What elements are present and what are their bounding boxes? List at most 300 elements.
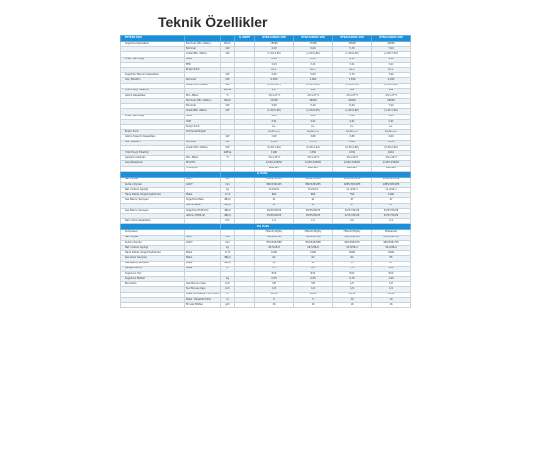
table-cell: Enerji Sınıfı [185, 67, 221, 72]
table-cell: Maks. Yükseklik Farkı [185, 297, 221, 302]
table-cell: dB(A) [221, 198, 235, 203]
table-cell: 3/8 [294, 282, 333, 287]
table-cell: 147 [255, 88, 294, 93]
table-cell: 880/345/265 [294, 182, 333, 187]
table-cell: 0,55 [294, 277, 333, 282]
table-cell: 4,00 [294, 114, 333, 119]
table-cell: 1/4 [255, 287, 294, 292]
table-cell: 25/10 [333, 292, 372, 297]
table-cell: 1085/395/285 [333, 182, 372, 187]
table-cell: 4,00 [372, 114, 411, 119]
table-cell: kW [221, 145, 235, 150]
table-cell: g/m [221, 303, 235, 308]
table-cell: R32 [294, 271, 333, 276]
table-cell: Borulama [121, 282, 185, 287]
table-cell: mm [221, 177, 235, 182]
table-cell: 26,5/28,8 [255, 245, 294, 250]
table-cell: 6,10 [294, 57, 333, 62]
table-cell: 2,180 [372, 78, 411, 83]
table-cell: Fonksiyon [185, 166, 221, 171]
table-cell: dB(A) [221, 203, 235, 208]
table-cell: Ph/V/Hz [185, 161, 221, 166]
table-cell: 6,10 [372, 57, 411, 62]
table-cell: SCOP [185, 114, 221, 119]
table-cell: 3,51 [255, 119, 294, 124]
table-cell: 3,41 [333, 119, 372, 124]
table-cell: -15/+24°C [255, 156, 294, 161]
table-cell: Nominal [185, 104, 221, 109]
table-cell: 26,5/28,8 [294, 245, 333, 250]
table-cell: 965/395/755 [372, 240, 411, 245]
table-cell: Enerji Sınıfı [121, 130, 185, 135]
table-cell: 2100 [255, 251, 294, 256]
table-cell: Hitachi/Highly [294, 230, 333, 235]
table-cell: 1,2 [255, 219, 294, 224]
table-cell: 1200 [372, 193, 411, 198]
table-cell: EER [185, 62, 221, 67]
table-cell: 5,20 [294, 104, 333, 109]
page-title: Teknik Özellikler [158, 14, 268, 30]
table-cell: 3,41 [294, 119, 333, 124]
table-cell: Net / Kutulu Ağırlığı [121, 245, 185, 250]
table-cell: 3,80 [333, 135, 372, 140]
table-cell: kW [221, 109, 235, 114]
table-cell: 5 [294, 297, 333, 302]
table-cell: (0,30-2,60) [333, 145, 372, 150]
table-cell: (1,30-5,60) [294, 52, 333, 57]
table-cell: Soğutucu Tipi [121, 271, 185, 276]
table-cell: 2,100 [372, 140, 411, 145]
table-cell: Net Ölçüler [121, 235, 185, 240]
table-cell: 870/320/588 [294, 240, 333, 245]
table-cell: G/D/Y [185, 177, 221, 182]
table-cell: 25/10 [372, 292, 411, 297]
table-cell: G/D/Y [185, 235, 221, 240]
section-title: Dış Ünite [221, 224, 411, 230]
table-cell: Nominal [185, 78, 221, 83]
table-cell: Soğutma Kapasitesi [121, 42, 185, 47]
table-cell: 1/2 [372, 282, 411, 287]
table-cell: 3,21 [294, 62, 333, 67]
table-cell: A++ [372, 67, 411, 72]
table-cell: 1/220-240/50 [333, 161, 372, 166]
table-cell: dB(A) [221, 261, 235, 266]
table-cell: -15/+27°C [333, 93, 372, 98]
table-cell: Hava Debisi (Soğutma/Isıtma) [121, 193, 185, 198]
table-cell: m [221, 292, 235, 297]
table-cell: Maks. [185, 251, 221, 256]
table-cell: Min.-Maks. [185, 93, 221, 98]
table-cell: 0,55 [255, 277, 294, 282]
table-cell: 750 [333, 193, 372, 198]
table-cell: Aralık(Min.-Maks) [185, 109, 221, 114]
table-cell: R32 [255, 271, 294, 276]
table-cell: 1330 [294, 150, 333, 155]
table-cell: Enerji Verimliliği [121, 114, 185, 119]
table-cell: 282 [372, 88, 411, 93]
table-cell: 65 [372, 256, 411, 261]
table-cell: Nominal (Min.-Maks.) [185, 99, 221, 104]
table-cell: -15/+24°C [294, 156, 333, 161]
table-cell: 42,0/46,0 [372, 245, 411, 250]
table-cell: Btu/h [221, 99, 235, 104]
table-cell: 780/245/540 [255, 235, 294, 240]
table-cell: 42/37/32/29 [333, 208, 372, 213]
table-cell: 284 [333, 88, 372, 93]
table-cell: Ses Basınç Seviyesi [121, 261, 185, 266]
table-cell: dB(A) [221, 256, 235, 261]
table-cell: Hitachi/Highly [333, 230, 372, 235]
table-cell: 3,21 [372, 62, 411, 67]
table-cell: 1/4 [333, 287, 372, 292]
table-cell: kWh/a [221, 150, 235, 155]
table-cell: EPYLEO PRO [121, 36, 185, 42]
table-cell: 3,80 [294, 135, 333, 140]
table-cell: -15/+24°C [372, 156, 411, 161]
table-cell: 1,590 [333, 78, 372, 83]
table-cell: R32 [333, 271, 372, 276]
table-cell: 1,062 [294, 78, 333, 83]
table-cell: Güç Beslemesi [121, 161, 185, 166]
table-cell: Kutulu Ölçüler [121, 182, 185, 187]
table-cell: 10,2 [372, 266, 411, 271]
table-cell: G/D/Y [185, 240, 221, 245]
table-cell: 39/35/29/23 [255, 214, 294, 219]
table-cell: 8,4/10,6 [294, 188, 333, 193]
table-cell: 1038/325/219 [372, 177, 411, 182]
table-cell: 1,820 [333, 140, 372, 145]
table-cell: RTSA231DPA V08 [372, 36, 411, 42]
table-cell: 8,4/10,6 [255, 188, 294, 193]
table-cell: standart [255, 166, 294, 171]
table-cell: 2100 [294, 251, 333, 256]
table-cell: kW [221, 83, 235, 88]
table-cell: 47 [372, 198, 411, 203]
table-cell: 2,4 [372, 219, 411, 224]
table-cell: Mitsubishi [372, 230, 411, 235]
table-cell: standart [333, 166, 372, 171]
table-cell: mm [221, 182, 235, 187]
table-cell: A+/A+++ [294, 130, 333, 135]
table-cell: Aralık(Min.-Maks) [185, 52, 221, 57]
table-cell: inch [221, 287, 235, 292]
table-cell: Isıtma Maks. [185, 203, 221, 208]
table-row [121, 303, 411, 308]
table-cell: 2500 [372, 251, 411, 256]
table-cell: RTSA191DPA V08 [294, 36, 333, 42]
spec-table [120, 35, 411, 308]
table-cell: 6,10 [333, 57, 372, 62]
table-cell: 4,50 [255, 104, 294, 109]
table-cell: 1,200 [255, 140, 294, 145]
table-cell: Net / Kutulu Ağırlığı [121, 188, 185, 193]
table-cell: 780/245/540 [294, 235, 333, 240]
table-cell: 39/35/29/23 [294, 214, 333, 219]
table-cell: Aralık (Min.-Maks.) [185, 145, 221, 150]
table-cell: 39/35/29/23 [255, 208, 294, 213]
table-cell: °C [221, 156, 235, 161]
table-cell: Maks. [185, 266, 221, 271]
table-cell: 1,370 [294, 140, 333, 145]
table-cell: 3,41 [372, 119, 411, 124]
table-cell: kW [221, 78, 235, 83]
table-cell: 1085/395/285 [372, 182, 411, 187]
table-cell: A [221, 266, 235, 271]
table-cell: RTSA211DPA V08 [333, 36, 372, 42]
table-cell: Ses Gücü Seviyesi [121, 256, 185, 261]
table-cell: kW [221, 140, 235, 145]
table-cell: 42/37/32/29 [333, 214, 372, 219]
table-cell: 3,40 [255, 135, 294, 140]
table-cell: 3,21 [333, 62, 372, 67]
table-cell: (1,30-4,60) [255, 52, 294, 57]
table-cell: 1610 [372, 150, 411, 155]
table-cell: A+ [372, 125, 411, 130]
table-cell: inch [221, 282, 235, 287]
table-cell: 10 [333, 297, 372, 302]
table-cell: 880/345/265 [255, 182, 294, 187]
table-cell: m³/h [221, 193, 235, 198]
table-cell: Yıllık Enerji Tüketimi [121, 88, 185, 93]
table-cell: 62 [255, 256, 294, 261]
table-cell: 2500 [333, 251, 372, 256]
table-cell: 39/35/29/23 [294, 208, 333, 213]
table-cell: SEER [185, 57, 221, 62]
table-cell: 20/10 [294, 292, 333, 297]
table-cell: kW [221, 47, 235, 52]
table-cell: Isıtma Tasarım Kapasitesi [121, 135, 185, 140]
table-cell: °C [221, 93, 235, 98]
table-cell: mm [221, 240, 235, 245]
table-cell: 19500 [333, 42, 372, 47]
table-cell: Ort./Sıcak/Soğuk [185, 130, 221, 135]
table-cell: A+/A+++ [372, 130, 411, 135]
table-cell: 43/37/33/29 [372, 208, 411, 213]
table-cell: (0,30-1,92) [294, 83, 333, 88]
table-cell: Hava Debisi (Soğutma/Isıtma) [121, 251, 185, 256]
table-cell: Maks. [185, 261, 221, 266]
table-cell: 41 [255, 203, 294, 208]
table-cell: 6,2 [294, 266, 333, 271]
table-cell: 52 [255, 261, 294, 266]
table-cell: 10 [372, 297, 411, 302]
table-cell: 4,00 [255, 114, 294, 119]
table-cell: 4,20 [255, 73, 294, 78]
table-cell: Güç Tüketimi [121, 78, 185, 83]
table-cell: 7,20 [372, 104, 411, 109]
table-cell: 3/8 [255, 282, 294, 287]
table-cell: 870/320/588 [255, 240, 294, 245]
table-cell: kW [221, 73, 235, 78]
table-cell: Soğutucu Miktarı [121, 277, 185, 282]
table-cell: Hitachi/Highly [255, 230, 294, 235]
table-cell: Yıllık Enerji Tüketimi [121, 150, 185, 155]
table-cell: 1,5 [294, 219, 333, 224]
table-cell: 20/10 [255, 292, 294, 297]
table-cell: dB(A) [221, 208, 235, 213]
table-cell: A++ [333, 67, 372, 72]
table-cell: Kompresör [121, 230, 185, 235]
table-cell: 16 [294, 303, 333, 308]
table-cell: 18000 [294, 99, 333, 104]
table-cell: 43/37/33/29 [372, 214, 411, 219]
table-cell: 1/220-240/50 [255, 161, 294, 166]
table-cell: R32 [372, 271, 411, 276]
table-cell: (0,30-1,90) [255, 145, 294, 150]
table-cell: A+ [294, 125, 333, 130]
table-cell: Nominal [185, 47, 221, 52]
table-cell: 17000 [255, 99, 294, 104]
table-cell: 3,23 [255, 62, 294, 67]
table-cell: A+ [255, 125, 294, 130]
table-cell: Isıtma Kapasitesi [121, 93, 185, 98]
table-cell: kW [221, 135, 235, 140]
table-cell: 7,00 [372, 73, 411, 78]
table-cell: Btu/h [221, 42, 235, 47]
table-cell: 41 [255, 198, 294, 203]
table-cell: 55 [333, 261, 372, 266]
table-cell: A+/A+++ [255, 130, 294, 135]
table-cell: 4,60 [372, 135, 411, 140]
table-cell: 6,10 [255, 57, 294, 62]
table-cell: 7,00 [372, 47, 411, 52]
table-cell: 11,4/14,1 [372, 188, 411, 193]
table-cell: Ses Basınç Seviyesi [121, 208, 185, 213]
table-cell: RTSA170DPA V08 [255, 36, 294, 42]
table-cell [121, 303, 185, 308]
table-cell: Iç ÜNITE [235, 36, 255, 42]
table-cell: Nominal [185, 140, 221, 145]
table-cell: 16 [372, 303, 411, 308]
table-cell: 7,9 [333, 266, 372, 271]
table-cell: -15/+27°C [255, 93, 294, 98]
table-cell: -15/+27°C [372, 93, 411, 98]
table-cell: Nem Alma Kapasitesi [121, 219, 185, 224]
table-cell: 5 [255, 297, 294, 302]
table-cell: 836/275/209 [294, 177, 333, 182]
table-cell: Çalışma Akımı [121, 266, 185, 271]
table-cell: A+/A+++ [333, 130, 372, 135]
table-cell: Soğutma (H/M/L/S) [185, 208, 221, 213]
table-cell: 5,00 [294, 73, 333, 78]
table-cell: (0,30-2,80) [372, 83, 411, 88]
section-title: Iç Ünite [221, 171, 411, 177]
table-cell: Soğutma Tasarım Kapasitesi [121, 73, 185, 78]
table-cell: Isıtma (H/M/L/S) [185, 214, 221, 219]
table-cell: 5,7 [255, 266, 294, 271]
table-cell: 11,4/14,1 [333, 188, 372, 193]
table-cell: Maks. [185, 193, 221, 198]
table-cell: G/D/Y [185, 182, 221, 187]
table-cell: dB(A) [221, 214, 235, 219]
table-cell: 47 [333, 203, 372, 208]
table-cell: standart [372, 166, 411, 171]
table-cell: 16 [333, 303, 372, 308]
table-cell: 47 [372, 203, 411, 208]
table-cell: 2,0 [333, 219, 372, 224]
table-cell: Nominal (Min.-Maks.) [185, 42, 221, 47]
table-cell: kW [221, 52, 235, 57]
table-cell: 1/220-240/50 [294, 161, 333, 166]
table-cell: (0,30-1,67) [255, 83, 294, 88]
table-cell: 5,70 [333, 73, 372, 78]
table-cell: Soğutma Maks. [185, 198, 221, 203]
table-cell: 0,950 [255, 78, 294, 83]
table-cell: 47 [333, 198, 372, 203]
table-cell: 26000 [372, 99, 411, 104]
table-cell: A++ [294, 67, 333, 72]
table-cell: 4,20 [255, 47, 294, 52]
table-cell: 62 [294, 256, 333, 261]
table-cell: 845/320/700 [372, 235, 411, 240]
table-cell: 17000 [294, 42, 333, 47]
table-cell [235, 303, 255, 308]
table-cell: 5,00 [294, 47, 333, 52]
table-cell: 57 [372, 261, 411, 266]
table-cell: Çalışma Aralıkları [121, 156, 185, 161]
table-cell: 41 [294, 198, 333, 203]
table-cell: 1038/325/219 [333, 177, 372, 182]
table-cell: 1/2 [333, 282, 372, 287]
table-cell: m [221, 297, 235, 302]
table-cell: 5,70 [333, 47, 372, 52]
table-cell: 0,75 [333, 277, 372, 282]
table-cell: Sıvı Borusu Çapı [185, 287, 221, 292]
table-cell: Maks. [185, 256, 221, 261]
table-cell: Min.-Maks. [185, 156, 221, 161]
table-cell: Güç Tüketimi [121, 140, 185, 145]
table-cell: A+ [333, 125, 372, 130]
table-cell: 16 [255, 303, 294, 308]
table-cell: lt/h [221, 219, 235, 224]
table-cell: 800/320/554 [333, 235, 372, 240]
table-cell: kg [221, 188, 235, 193]
table-cell: Net Ölçüler [121, 177, 185, 182]
table-cell: 33,8/36,2 [333, 245, 372, 250]
table-cell: mm [221, 235, 235, 240]
table-cell: (1,30-6,30) [333, 52, 372, 57]
table-cell: (1,30-6,80) [333, 109, 372, 114]
table-cell: Enerji Verimliliği [121, 57, 185, 62]
table-cell: 660 [294, 193, 333, 198]
table-cell: Enerji Sınıfı [185, 125, 221, 130]
table-cell: (0,30-2,20) [294, 145, 333, 150]
table-cell: kW [221, 104, 235, 109]
table-cell: 1/4 [294, 287, 333, 292]
table-cell: (1,30-7,20) [372, 52, 411, 57]
table-cell: 660 [255, 193, 294, 198]
table-cell: m³/h [221, 251, 235, 256]
table-cell: 1190 [255, 150, 294, 155]
table-cell: 41 [294, 203, 333, 208]
table-cell: Ses Basınç Seviyesi [121, 198, 185, 203]
table-cell: 184 [294, 88, 333, 93]
table-cell: kg [221, 245, 235, 250]
table-cell: 52 [294, 261, 333, 266]
table-cell: 6,20 [333, 104, 372, 109]
table-cell: Gaz Borusu Çapı [185, 282, 221, 287]
table-cell: Aralık (Min.-Maks.) [185, 83, 221, 88]
table-cell: A++ [255, 67, 294, 72]
table-cell: -15/+24°C [333, 156, 372, 161]
table-cell: 836/275/209 [255, 177, 294, 182]
table-cell: Maks. Borulama / Ön Dolum [186, 292, 220, 296]
table-cell: standart [294, 166, 333, 171]
table-cell: COP [185, 119, 221, 124]
table-cell: 15000 [255, 42, 294, 47]
table-cell: 4,00 [333, 114, 372, 119]
table-cell: 1/220-240/50 [372, 161, 411, 166]
